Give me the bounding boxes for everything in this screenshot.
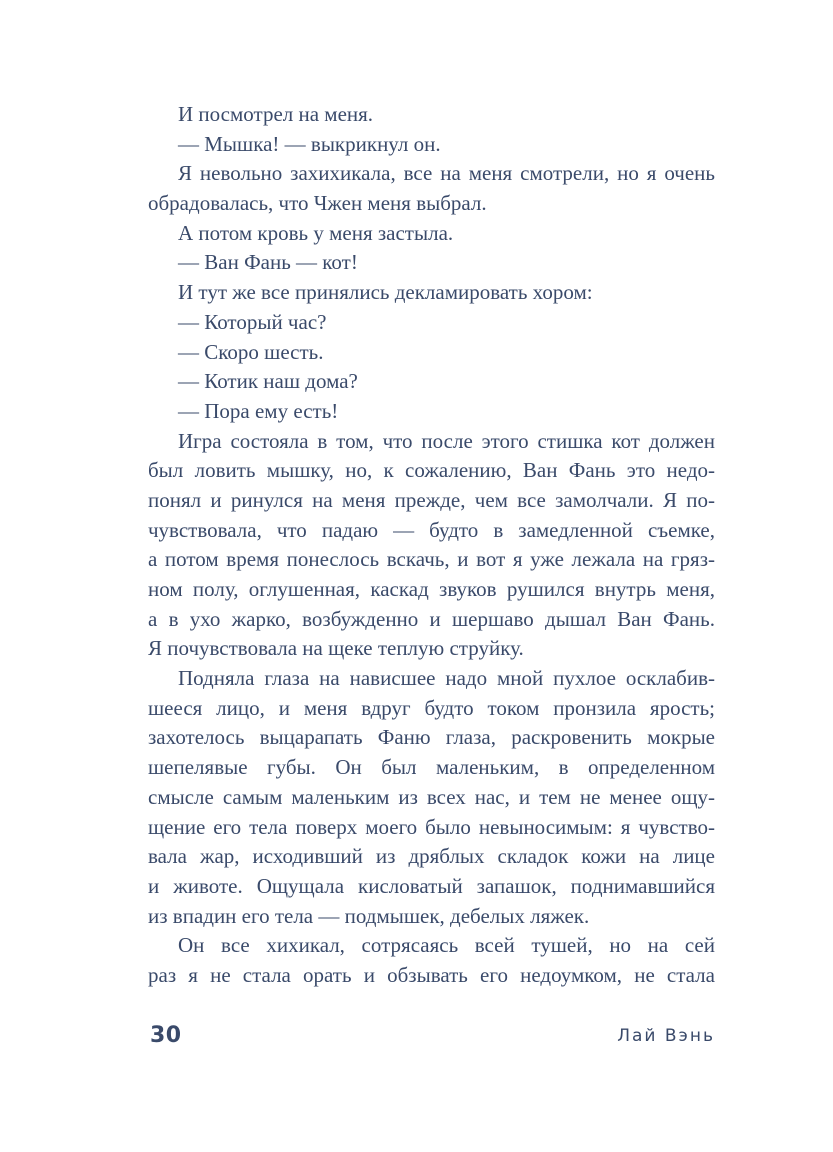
text-line: захотелось выцарапать Фаню глаза, раскровенить мокрые (148, 725, 715, 750)
text-line: — Мышка! — выкрикнул он. (178, 131, 441, 156)
text-line: был ловить мышку, но, к сожалению, Ван Фань это недо- (148, 458, 715, 483)
running-footer-author: Лай Вэнь (617, 1026, 715, 1046)
text-line: А потом кровь у меня застыла. (178, 220, 454, 245)
text-line: раз я не стала орать и обзывать его недоумком, не стала (148, 962, 715, 987)
text-line: щение его тела поверх моего было невыносимым: я чувство- (148, 814, 715, 839)
text-line: — Пора ему есть! (178, 398, 339, 423)
text-line: шееся лицо, и меня вдруг будто током пронзила ярость; (148, 695, 715, 720)
text-line: обрадовалась, что Чжен меня выбрал. (148, 191, 487, 216)
page-body-text (148, 100, 715, 991)
text-line: Я невольно захихикала, все на меня смотрели, но я очень (178, 161, 715, 186)
text-line: Он все хихикал, сотрясаясь всей тушей, но на сей (178, 933, 715, 958)
text-line: ном полу, оглушенная, каскад звуков рушился внутрь меня, (148, 577, 715, 601)
text-line: а потом время понеслось вскачь, и вот я уже лежала на гряз- (148, 547, 715, 572)
text-line: и животе. Ощущала кисловатый запашок, поднимавшийся (148, 873, 715, 898)
text-line: И тут же все принялись декламировать хором: (178, 280, 593, 305)
text-line: — Который час? (178, 309, 327, 334)
text-line: Игра состояла в том, что после этого стишка кот должен (178, 428, 715, 453)
text-line: шепелявые губы. Он был маленьким, в определенном (148, 755, 715, 780)
text-line: чувствовала, что падаю — будто в замедленной съемке, (148, 517, 715, 542)
text-line: вала жар, исходивший из дряблых складок кожи на лице (148, 844, 715, 869)
text-line: из впадин его тела — подмышек, дебелых ляжек. (148, 903, 590, 928)
page-number: 30 (150, 1023, 182, 1048)
text-line: смысле самым маленьким из всех нас, и тем не менее ощу- (148, 784, 715, 809)
text-line: — Ван Фань — кот! (178, 250, 358, 275)
text-line: а в ухо жарко, возбужденно и шершаво дышал Ван Фань. (148, 606, 715, 631)
text-line: понял и ринулся на меня прежде, чем все замолчали. Я по- (148, 487, 715, 512)
text-line: — Котик наш дома? (178, 369, 358, 394)
text-line: И посмотрел на меня. (178, 102, 374, 126)
text-line: Подняла глаза на нависшее надо мной пухлое осклабив- (178, 666, 715, 691)
text-line: Я почувствовала на щеке теплую струйку. (148, 636, 524, 661)
text-line: — Скоро шесть. (178, 339, 324, 364)
